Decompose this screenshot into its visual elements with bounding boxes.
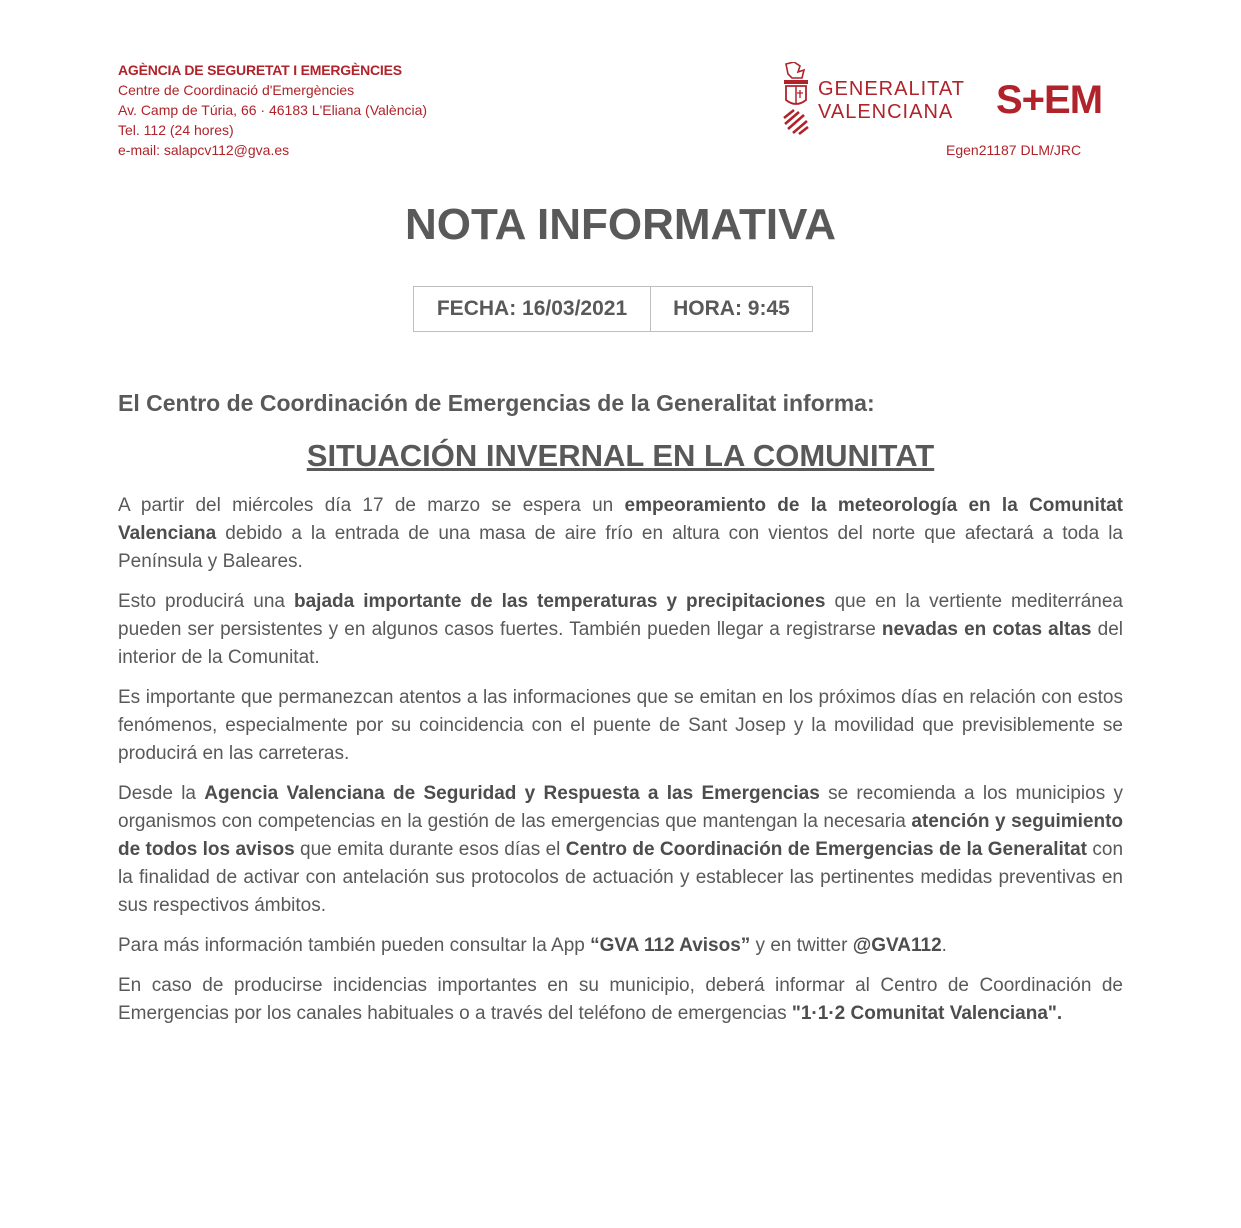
time-field: HORA: 9:45	[673, 297, 790, 320]
document-body	[118, 492, 1123, 1040]
app-name: “GVA 112 Avisos”	[590, 935, 751, 956]
sem-logo: S+EM	[996, 78, 1103, 122]
agency-header	[118, 60, 427, 160]
paragraph-3: Es importante que permanezcan atentos a las informaciones que se emitan en los próximos días en relación con estos fenómenos, especialmente por su coincidencia con el puente de Sant Josep y la movilidad que previsiblemente se producirá en las carreteras.	[118, 687, 1123, 764]
generalitat-valenciana-wordmark: GENERALITAT VALENCIANA	[818, 78, 965, 123]
paragraph-4: Desde la Agencia Valenciana de Seguridad y Respuesta a las Emergencias se recomienda a los municipios y organismos con competencias en la gestión de las emergencias que mantengan la necesaria atención y seguimiento de todos los avisos que emita durante esos días el Centro de Coordinación de Emergencias de la Generalitat con la finalidad de activar con antelación sus protocolos de actuación y establecer las pertinentes medidas preventivas en sus respectivos ámbitos.	[118, 783, 1124, 916]
paragraph-2: Esto producirá una bajada importante de las temperaturas y precipitaciones que en la vertiente mediterránea pueden ser persistentes y en algunos casos fuertes. También pueden llegar a registrarse nevadas en cotas altas del interior de la Comunitat.	[118, 591, 1123, 668]
center-name: Centre de Coordinació d'Emergències	[118, 82, 355, 98]
paragraph-5: Para más información también pueden consultar la App “GVA 112 Avisos” y en twitter @GVA112.	[118, 935, 947, 956]
paragraph-1: A partir del miércoles día 17 de marzo se espera un empeoramiento de la meteorología en la Comunitat Valenciana debido a la entrada de una masa de aire frío en altura con vientos del norte que afectará a toda la Península y Baleares.	[118, 495, 1123, 572]
emergency-number: "1·1·2 Comunitat Valenciana".	[791, 1003, 1063, 1024]
date-field: FECHA: 16/03/2021	[414, 287, 651, 331]
document-reference: Egen21187 DLM/JRC	[946, 142, 1082, 158]
email: e-mail: salapcv112@gva.es	[118, 142, 290, 158]
document-title: NOTA INFORMATIVA	[405, 200, 836, 249]
subject-heading: SITUACIÓN INVERNAL EN LA COMUNITAT	[306, 438, 935, 473]
twitter-handle: @GVA112	[852, 935, 942, 956]
intro-heading: El Centro de Coordinación de Emergencias de la Generalitat informa:	[118, 390, 875, 416]
agency-name: AGÈNCIA DE SEGURETAT I EMERGÈNCIES	[118, 62, 402, 78]
generalitat-valenciana-logo	[780, 62, 970, 136]
date-time-box	[413, 286, 813, 332]
address: Av. Camp de Túria, 66 · 46183 L'Eliana (València)	[118, 102, 428, 118]
coat-of-arms-icon	[780, 62, 812, 136]
paragraph-6: En caso de producirse incidencias importantes en su municipio, deberá informar al Centro de Coordinación de Emergencias por los canales habituales o a través del teléfono de emergencias "1·1·2 Comunitat Valenciana".	[118, 975, 1123, 1024]
phone: Tel. 112 (24 hores)	[118, 122, 234, 138]
